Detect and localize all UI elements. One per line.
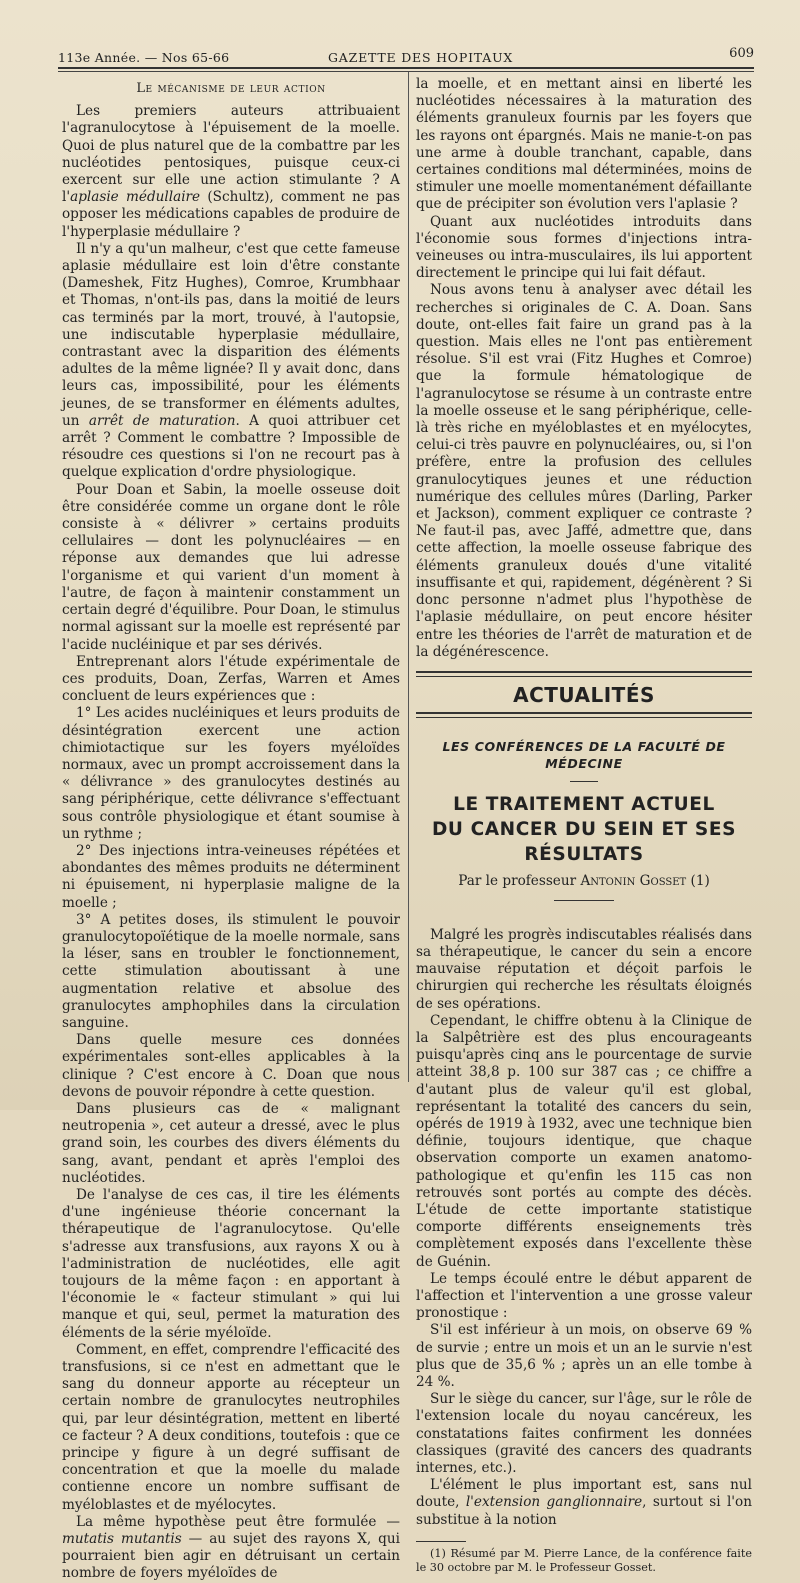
actualites-rule <box>416 712 752 714</box>
paragraph: S'il est inférieur à un mois, on observe 69 % de survie ; entre un mois et un an le survie n'est plus que de 35,6 % ; après un an elle tombe à 24 %. <box>416 1322 752 1390</box>
conference-heading: LES CONFÉRENCES DE LA FACULTÉ DE MÉDECINE <box>442 739 726 772</box>
list-item: 3° A petites doses, ils stimulent le pouvoir granulocytopoïétique de la moelle normale, sans la léser, sans en troubler le fonctionnement, cette stimulation aboutissant à une augmentation relative et absolue des granulocytes amphophiles dans la circulation sanguine. <box>62 911 400 1031</box>
issue-info: 113e Année. — Nos 65-66 <box>58 50 230 65</box>
paragraph: Pour Doan et Sabin, la moelle osseuse doit être considérée comme un organe dont le rôle consiste à « délivrer » certains produits cellulaires — dont les polynucléaires — en réponse aux demandes que lui adresse l'organisme et qui varient d'un moment à l'autre, de façon à maintenir constamment un certain degré d'équilibre. Pour Doan, le stimulus normal agissant sur la moelle est représenté par l'acide nucléinique et par ses dérivés. <box>62 481 400 653</box>
paragraph: Dans plusieurs cas de « malignant neutropenia », cet auteur a dressé, avec le plus grand soin, les courbes des divers éléments du sang, avant, pendant et après l'emploi des nucléotides. <box>62 1100 400 1186</box>
list-item: 1° Les acides nucléiniques et leurs produits de désintégration exercent une action chimiotactique sur les foyers myéloïdes normaux, avec un prompt accroissement dans la « délivrance » des granulocytes destinés au sang périphérique, cette délivrance s'effectuant sous contrôle physiologique et étant soumise à un rythme ; <box>62 705 400 842</box>
paragraph: Entreprenant alors l'étude expérimentale de ces produits, Doan, Zerfas, Warren et Ames concluent de leurs expériences que : <box>62 653 400 705</box>
paragraph: Les premiers auteurs attribuaient l'agranulocytose à l'épuisement de la moelle. Quoi de plus naturel que de la combattre par les nucléotides pentosiques, puisque ceux-ci exercent sur elle une action stimulante ? A l'aplasie médullaire (Schultz), comment ne pas opposer les médications capables de produire de l'hyperplasie médullaire ? <box>62 103 400 240</box>
journal-title: GAZETTE DES HOPITAUX <box>328 50 514 65</box>
paragraph: Malgré les progrès indiscutables réalisés dans sa thérapeutique, le cancer du sein a encore mauvaise réputation et déçoit parfois le chirurgien qui recherche les résultats éloignés de ses opérations. <box>416 926 752 1012</box>
author-rule <box>554 900 614 901</box>
header-rule-thin <box>58 71 754 72</box>
footnote: (1) Résumé par M. Pierre Lance, de la conférence faite le 30 octobre par M. le Professeur Gosset. <box>416 1546 752 1574</box>
numbered-list <box>62 705 400 1032</box>
paragraph: Sur le siège du cancer, sur l'âge, sur le rôle de l'extension locale du noyau cancéreux, les constatations faites confirment les données classiques (gravité des cancers des quadrants internes, etc.). <box>416 1391 752 1477</box>
column-divider <box>408 72 409 1082</box>
footnote-rule <box>416 1541 466 1542</box>
paragraph: Il n'y a qu'un malheur, c'est que cette fameuse aplasie médullaire est loin d'être constante (Dameshek, Fitz Hughes), Comroe, Krumbhaar et Thomas, n'ont-ils pas, dans la moitié de leurs cas terminés par la mort, trouvé, à l'autopsie, une indiscutable hyperplasie médullaire, contrastant avec la disparition des éléments adultes de la même lignée? Il y avait donc, dans leurs cas, impossibilité, pour les éléments jeunes, de se transformer en éléments adultes, un arrêt de maturation. A quoi attribuer cet arrêt ? Comment le combattre ? Impossible de résoudre ces questions si l'on ne recourt pas à quelque explication d'ordre physiologique. <box>62 240 400 481</box>
list-item: 2° Des injections intra-veineuses répétées et abondantes des mêmes produits ne déterminent ni épuisement, ni hyperplasie maligne de la moelle ; <box>62 842 400 911</box>
actualites-heading: ACTUALITÉS <box>513 682 655 707</box>
paragraph: Nous avons tenu à analyser avec détail les recherches si originales de C. A. Doan. Sans doute, ont-elles fait faire un grand pas à la question. Mais elles ne l'ont pas entièrement résolue. S'il est vrai (Fitz Hughes et Comroe) que la formule hématologique de l'agranulocytose se résume à un contraste entre la moelle osseuse et le sang périphérique, celle-là très riche en myéloblastes et en myélocytes, celui-ci très pauvre en polynucléaires, ou, si l'on préfère, entre la profusion des cellules granulocytiques jeunes et une réduction numérique des cellules mûres (Darling, Parker et Jackson), comment expliquer ce contraste ? Ne faut-il pas, avec Jaffé, admettre que, dans cette affection, la moelle osseuse fabrique des éléments granuleux doués d'une vitalité insuffisante et qui, rapidement, dégénèrent ? Si donc personne n'admet plus l'hypothèse de l'aplasie médullaire, on peut encore hésiter entre les théories de l'arrêt de maturation et de la dégénérescence. <box>416 282 752 660</box>
paragraph: la moelle, et en mettant ainsi en liberté les nucléotides nécessaires à la maturation des éléments granuleux fournis par les foyers que les rayons ont épargnés. Mais ne manie-t-on pas une arme à double tranchant, capable, dans certaines conditions mal déterminées, moins de stimuler une moelle momentanément défaillante que de précipiter son évolution vers l'aplasie ? <box>416 76 752 213</box>
article-author: Par le professeur Antonin Gosset (1) <box>458 872 710 889</box>
paragraph: Cependant, le chiffre obtenu à la Clinique de la Salpêtrière est des plus encourageants puisqu'après cinq ans le pourcentage de survie atteint 38,8 p. 100 sur 387 cas ; ce chiffre a d'autant plus de valeur qu'il est global, représentant la totalité des cancers du sein, opérés de 1919 à 1932, avec une technique bien définie, toujours identique, que chaque observation comporte un examen anatomo-pathologique et qu'enfin les 115 cas non retrouvés sont portés au compte des décès. L'étude de cette importante statistique comporte différents enseignements très complètement exposés dans l'excellente thèse de Guénin. <box>416 1012 752 1270</box>
paragraph: La même hypothèse peut être formulée — mutatis mutantis — au sujet des rayons X, qui pourraient bien agir en détruisant un certain nombre de foyers myéloïdes de <box>62 1513 400 1582</box>
paragraph: Quant aux nucléotides introduits dans l'économie sous formes d'injections intra-veineuses ou intra-musculaires, ils lui apportent directement le principe qui lui fait défaut. <box>416 213 752 282</box>
paragraph: L'élément le plus important est, sans nul doute, l'extension ganglionnaire, surtout si l'on substitue à la notion <box>416 1477 752 1528</box>
short-rule <box>570 781 598 782</box>
paragraph: De l'analyse de ces cas, il tire les éléments d'une ingénieuse théorie concernant la thérapeutique de l'agranulocytose. Qu'elle s'adresse aux transfusions, aux rayons X ou à l'administration de nucléotides, elle agit toujours de la même façon : en apportant à l'économie le « facteur stimulant » qui lui manque et qui, seul, permet la maturation des éléments de la série myéloïde. <box>62 1187 400 1341</box>
section-title: Le mécanisme de leur action <box>136 81 326 96</box>
page-number: 609 <box>729 46 754 61</box>
section-separator <box>416 671 752 677</box>
paragraph: Dans quelle mesure ces données expérimentales sont-elles applicables à la clinique ? C'est encore à C. Doan que nous devons de pouvoir répondre à cette question. <box>62 1032 400 1100</box>
right-column <box>416 76 752 1575</box>
paragraph: Comment, en effet, comprendre l'efficacité des transfusions, si ce n'est en admettant que le sang du donneur apporte au récepteur un certain nombre de granulocytes neutrophiles qui, par leur désintégration, mettent en liberté ce facteur ? A deux conditions, toutefois : que ce principe y figure à un degré suffisant de concentration et que la moelle du malade contienne encore un nombre suffisant de myéloblastes et de myélocytes. <box>62 1341 400 1513</box>
left-column <box>62 80 400 1583</box>
article-title: LE TRAITEMENT ACTUEL DU CANCER DU SEIN ET SES RÉSULTATS <box>431 793 737 865</box>
header-rule <box>58 67 754 69</box>
paragraph: Le temps écoulé entre le début apparent de l'affection et l'intervention a une grosse valeur pronostique : <box>416 1270 752 1322</box>
page-header <box>58 44 754 66</box>
